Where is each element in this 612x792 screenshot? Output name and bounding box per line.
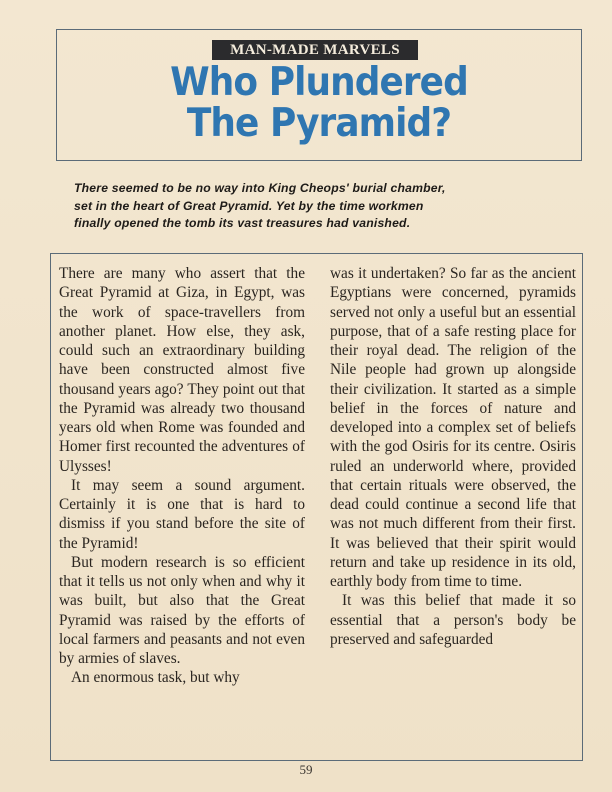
body-paragraph: was it undertaken? So far as the ancient Egyptians were concerned, pyramids served not only a useful but an essential purpose, that of a safe resting place for their royal dead. The religion of the Nile people had grown up alongside their civilization. It started as a simple belief in the forces of nature and developed into a complex set of beliefs with the god Osiris for its centre. Osiris ruled an underworld where, provided that certain rituals were observed, the dead could continue a second life that was not much different from their first. It was believed that their spirit would return and take up residence in its old, earthly body from time to time.	[330, 265, 576, 590]
page-number: 59	[299, 762, 313, 777]
body-column-right	[330, 264, 576, 649]
intro-standfirst	[74, 180, 574, 233]
intro-line-1: There seemed to be no way into King Cheops' burial chamber,	[74, 181, 446, 195]
title-line-1: Who Plundered	[170, 60, 468, 105]
body-paragraph: It was this belief that made it so essential that a person's body be preserved and safeguarded	[330, 592, 576, 648]
body-column-left	[59, 264, 305, 688]
title-line-2: The Pyramid?	[186, 101, 452, 146]
section-kicker: MAN-MADE MARVELS	[212, 40, 418, 60]
article-title	[77, 62, 561, 144]
body-paragraph: But modern research is so efficient that it tells us not only when and why it was built, but also that the Great Pyramid was raised by the efforts of local farmers and peasants and not even by armies of slaves.	[59, 553, 305, 667]
body-paragraph: There are many who assert that the Great Pyramid at Giza, in Egypt, was the work of space-travellers from another planet. How else, they ask, could such an extraordinary building have been constructed almost five thousand years ago? They point out that the Pyramid was already two thousand years old when Rome was founded and Homer first recounted the adventures of Ulysses!	[59, 265, 305, 475]
body-paragraph: It may seem a sound argument. Certainly it is one that is hard to dismiss if you stand before the site of the Pyramid!	[59, 476, 305, 552]
intro-line-3: finally opened the tomb its vast treasures had vanished.	[74, 216, 411, 230]
intro-line-2: set in the heart of Great Pyramid. Yet by the time workmen	[74, 198, 424, 213]
body-paragraph: An enormous task, but why	[71, 669, 240, 687]
